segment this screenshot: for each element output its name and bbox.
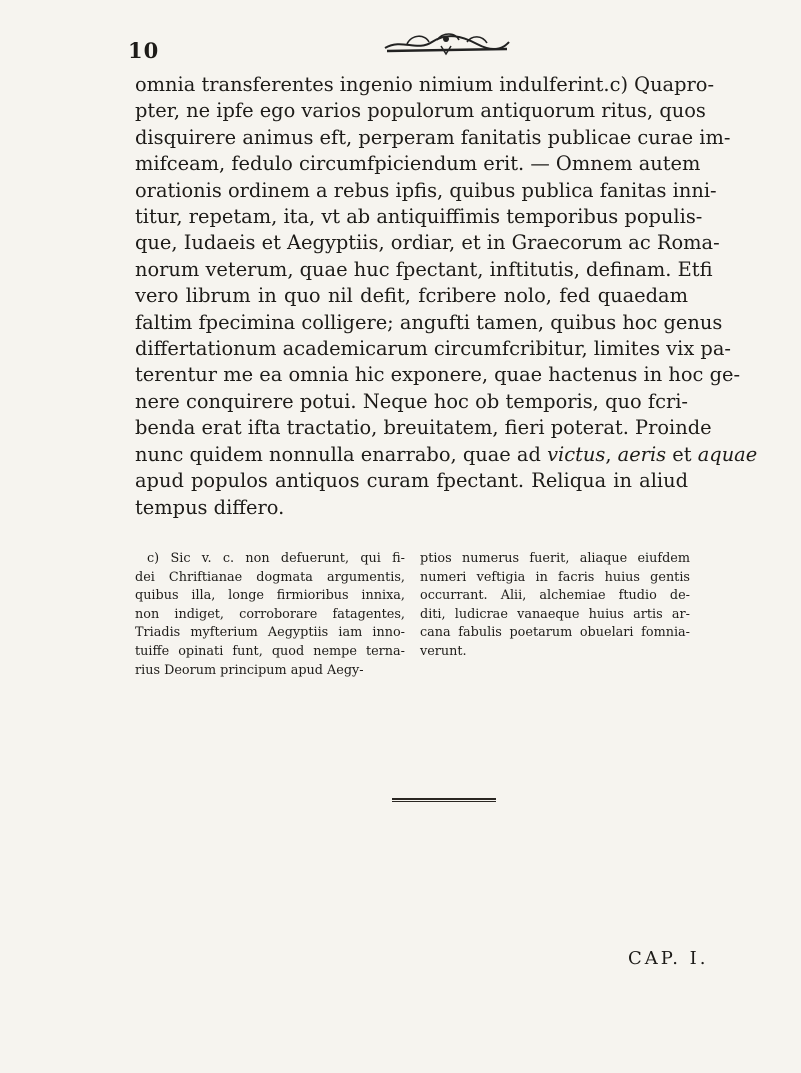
footnote-line: quibus illa, longe firmioribus innixa, <box>135 588 405 604</box>
text-line: pter, ne ipfe ego varios populorum antiquorum ritus, quos <box>135 99 706 123</box>
catchword: CAP. I. <box>628 948 709 969</box>
text-line: terentur me ea omnia hic exponere, quae hactenus in hoc ge- <box>135 363 741 387</box>
footnote-column-left <box>135 550 405 680</box>
text-line: vero librum in quo nil defit, fcribere nolo, fed quaedam <box>135 284 688 308</box>
text-run: , <box>605 442 618 466</box>
text-line: disquirere animus eft, perperam fanitatis publicae curae im- <box>135 125 731 149</box>
text-line: faltim fpecimina colligere; angufti tamen, quibus hoc genus <box>135 310 723 334</box>
footnote-line: rius Deorum principum apud Aegy- <box>135 662 364 678</box>
section-rule <box>392 798 496 802</box>
footnote-line: occurrant. Alii, alchemiae ftudio de- <box>420 588 690 604</box>
text-line: tempus differo. <box>135 495 285 519</box>
italic-term-aeris: aeris <box>617 442 667 466</box>
text-line: omnia transferentes ingenio nimium indulferint.c) Quapro- <box>135 73 715 96</box>
footnote-line: verunt. <box>420 643 467 659</box>
footnote-line: c) Sic v. c. non defuerunt, qui fi- <box>147 551 405 566</box>
headpiece-ornament <box>377 30 515 56</box>
footnote-line: tuiffe opinati funt, quod nempe terna- <box>135 643 405 659</box>
text-line: nere conquirere potui. Neque hoc ob temporis, quo fcri- <box>135 389 688 413</box>
text-run: et <box>666 442 698 466</box>
text-line: benda erat ifta tractatio, breuitatem, fieri poterat. Proinde <box>135 416 712 440</box>
footnote-column-right <box>420 550 690 680</box>
italic-term-aquae: aquae <box>697 442 758 466</box>
footnote-line: Triadis myfterium Aegyptiis iam inno- <box>135 625 405 641</box>
footnotes <box>135 550 690 680</box>
page-number: 10 <box>128 38 160 63</box>
footnote-line: numeri veftigia in facris huius gentis <box>420 569 690 585</box>
footnote-line: non indiget, corroborare fatagentes, <box>135 606 405 622</box>
footnote-line: dei Chriftianae dogmata argumentis, <box>135 569 405 585</box>
text-line: differtationum academicarum circumfcribitur, limites vix pa- <box>135 337 731 361</box>
italic-term-victus: victus <box>547 442 606 466</box>
text-line: que, Iudaeis et Aegyptiis, ordiar, et in Graecorum ac Roma- <box>135 231 720 255</box>
text-line: mifceam, fedulo circumfpiciendum erit. — Omnem autem <box>135 152 701 176</box>
footnote-line: cana fabulis poetarum obuelari fomnia- <box>420 625 690 641</box>
footnote-line: diti, ludicrae vanaeque huius artis ar- <box>420 606 690 622</box>
text-line: titur, repetam, ita, vt ab antiquiffimis temporibus populis- <box>135 205 703 229</box>
text-line: norum veterum, quae huc fpectant, inftitutis, definam. Etfi <box>135 257 713 281</box>
text-line: orationis ordinem a rebus ipfis, quibus publica fanitas inni- <box>135 178 717 202</box>
footnote-line: ptios numerus fuerit, aliaque eiufdem <box>420 551 690 566</box>
main-text-block <box>135 72 758 521</box>
text-line <box>135 442 758 468</box>
text-run: nunc quidem nonnulla enarrabo, quae ad <box>135 442 548 466</box>
text-line: apud populos antiquos curam fpectant. Reliqua in aliud <box>135 469 688 493</box>
